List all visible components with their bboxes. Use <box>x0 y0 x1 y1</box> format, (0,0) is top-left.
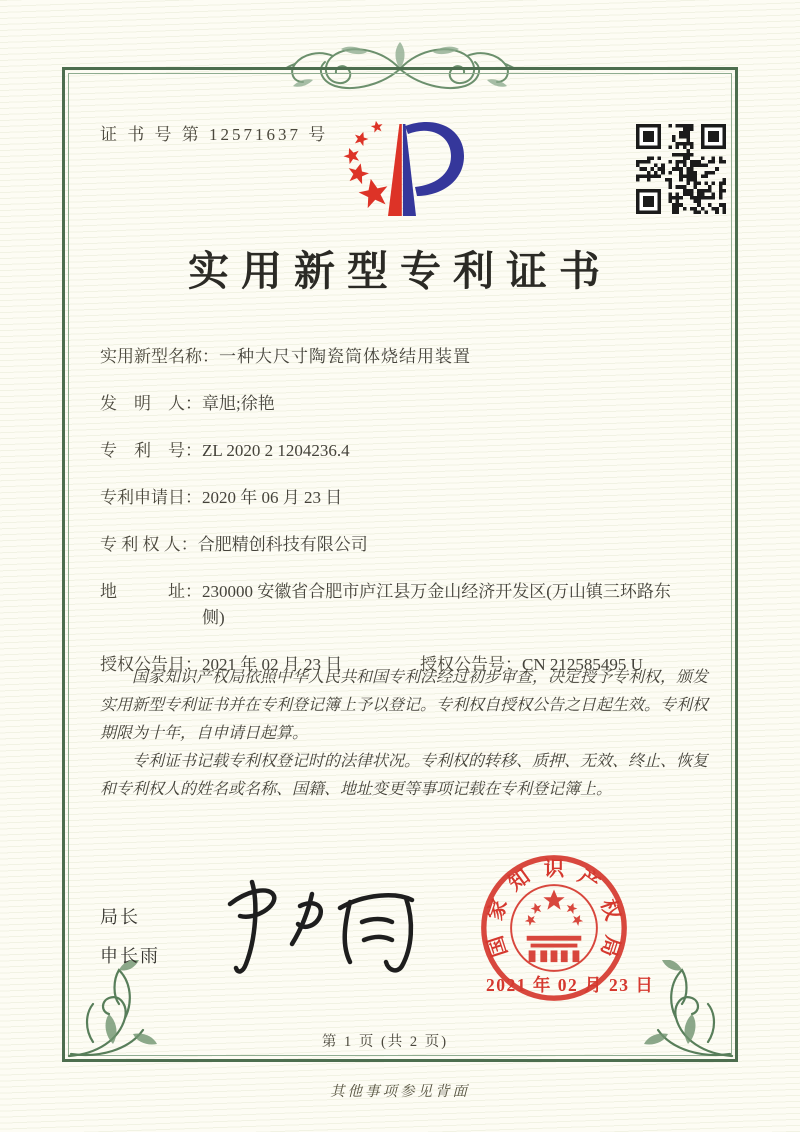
field-patent-number <box>100 438 710 464</box>
svg-text:识: 识 <box>543 858 565 881</box>
field-value: 230000 安徽省合肥市庐江县万金山经济开发区(万山镇三环路东侧) <box>202 582 671 627</box>
field-label: 地 址： <box>100 582 202 601</box>
field-value: ZL 2020 2 1204236.4 <box>202 441 350 460</box>
field-patentee <box>100 532 710 558</box>
legal-paragraph-1: 国家知识产权局依照中华人民共和国专利法经过初步审查，决定授予专利权，颁发实用新型专利证书并在专利登记簿上予以登记。专利权自授权公告之日起生效。专利权期限为十年，自申请日起算。 <box>100 669 709 742</box>
legal-statement <box>100 664 708 804</box>
field-label: 专利申请日： <box>100 488 202 507</box>
field-label: 发 明 人： <box>100 394 202 413</box>
field-value: CN 212585495 U <box>522 655 643 674</box>
legal-paragraph-2: 专利证书记载专利权登记时的法律状况。专利权的转移、质押、无效、终止、恢复和专利权人的姓名或名称、国籍、地址变更等事项记载在专利登记簿上。 <box>100 753 709 798</box>
back-side-note: 其他事项参见背面 <box>330 1084 470 1100</box>
page-number: 第 1 页 (共 2 页) <box>321 1034 449 1050</box>
field-value: 一种大尺寸陶瓷筒体烧结用装置 <box>219 347 471 366</box>
field-filing-date <box>100 485 710 511</box>
certificate-fields <box>100 344 710 699</box>
cnipa-logo-icon <box>328 112 476 224</box>
svg-text:知: 知 <box>504 865 535 896</box>
field-label: 专 利 权 人： <box>100 535 198 554</box>
director-name: 申长雨 <box>100 946 160 966</box>
field-label: 专 利 号： <box>100 441 202 460</box>
field-address <box>100 579 710 631</box>
svg-text:局: 局 <box>596 932 624 960</box>
director-block <box>100 903 160 981</box>
handwritten-signature <box>212 868 424 986</box>
field-value: 章旭;徐艳 <box>202 394 275 413</box>
field-label: 授权公告号： <box>420 655 522 674</box>
svg-text:产: 产 <box>573 865 604 896</box>
director-title: 局长 <box>100 907 140 927</box>
certificate-number: 证 书 号 第 12571637 号 <box>100 125 329 144</box>
svg-text:权: 权 <box>596 896 624 924</box>
field-value: 合肥精创科技有限公司 <box>197 535 368 554</box>
svg-text:家: 家 <box>484 896 512 924</box>
field-inventor <box>100 391 710 417</box>
qr-code <box>636 124 726 214</box>
field-label: 实用新型名称： <box>100 347 219 366</box>
field-value: 2020 年 06 月 23 日 <box>202 488 343 507</box>
seal-date: 2021 年 02 月 23 日 <box>486 975 655 995</box>
svg-text:国: 国 <box>484 932 512 960</box>
page-title: 实用新型专利证书 <box>188 248 612 294</box>
field-value: 2021 年 02 月 23 日 <box>202 655 343 674</box>
field-label: 授权公告日： <box>100 655 202 674</box>
field-utility-model-name <box>100 344 710 370</box>
